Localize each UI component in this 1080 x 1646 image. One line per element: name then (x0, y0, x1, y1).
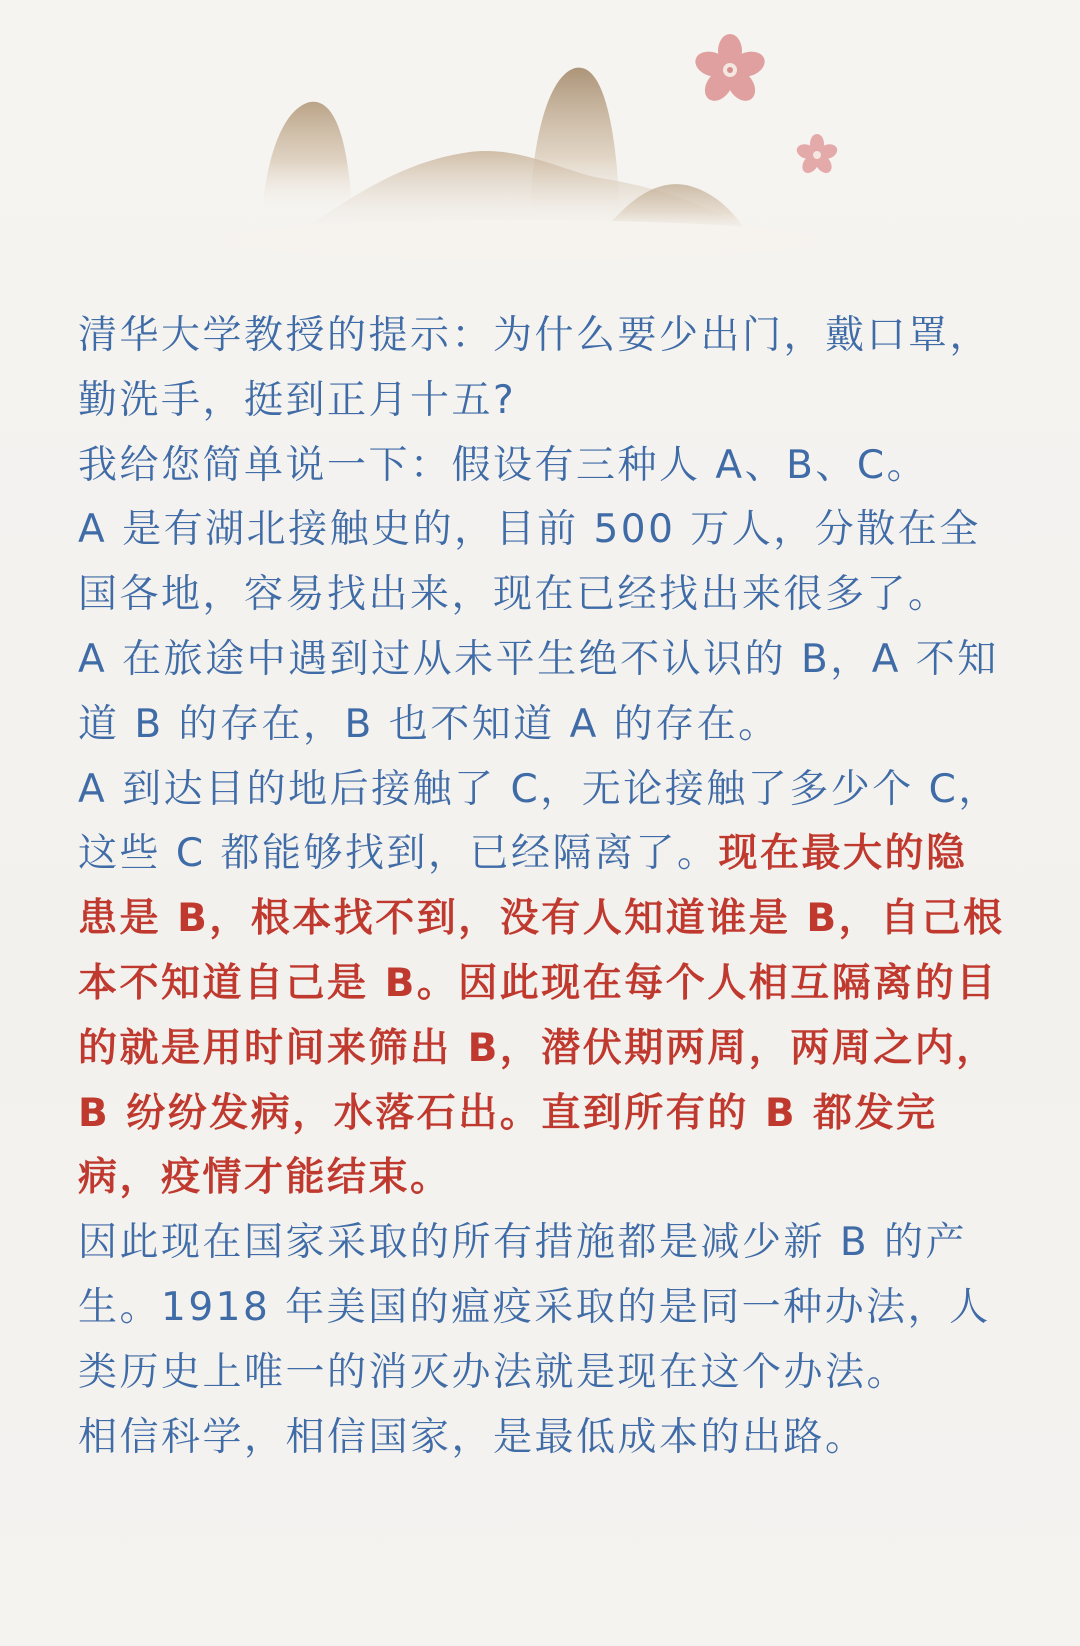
closing-paragraph: 相信科学，相信国家，是最低成本的出路。 (78, 1414, 867, 1460)
article-title-line: 清华大学教授的提示：为什么要少出门，戴口罩，勤洗手，挺到正月十五? (78, 313, 992, 423)
paragraph-national-measures: 因此现在国家采取的所有措施都是减少新 B 的产生。1918 年美国的瘟疫采取的是同一种办法，人类历史上唯一的消灭办法就是现在这个办法。 (78, 1220, 991, 1395)
cherry-blossom-icon (692, 34, 768, 106)
intro-paragraph: 我给您简单说一下：假设有三种人 A、B、C。 (78, 442, 929, 488)
mountain-illustration (0, 0, 1080, 280)
paragraph-group-a: A 是有湖北接触史的，目前 500 万人，分散在全国各地，容易找出来，现在已经找出来很多了。 (78, 507, 981, 618)
paragraph-a-contacts-c (78, 758, 1008, 1212)
emphasis-warning-text: 现在最大的隐患是 B，根本找不到，没有人知道谁是 B，自己根本不知道自己是 B。因此现在每个人相互隔离的目的就是用时间来筛出 B，潜伏期两周，两周之内，B 纷纷发病，水落石出。直到所有的 B 都发完病，疫情才能结束。 (78, 831, 1005, 1201)
paragraph-c-text: A 到达目的地后接触了 C，无论接触了多少个 C，这些 C 都能够找到，已经隔离了。 (78, 766, 1000, 877)
article-body (78, 304, 1008, 1470)
paragraph-a-meets-b: A 在旅途中遇到过从未平生绝不认识的 B，A 不知道 B 的存在，B 也不知道 A 的存在。 (78, 636, 999, 747)
